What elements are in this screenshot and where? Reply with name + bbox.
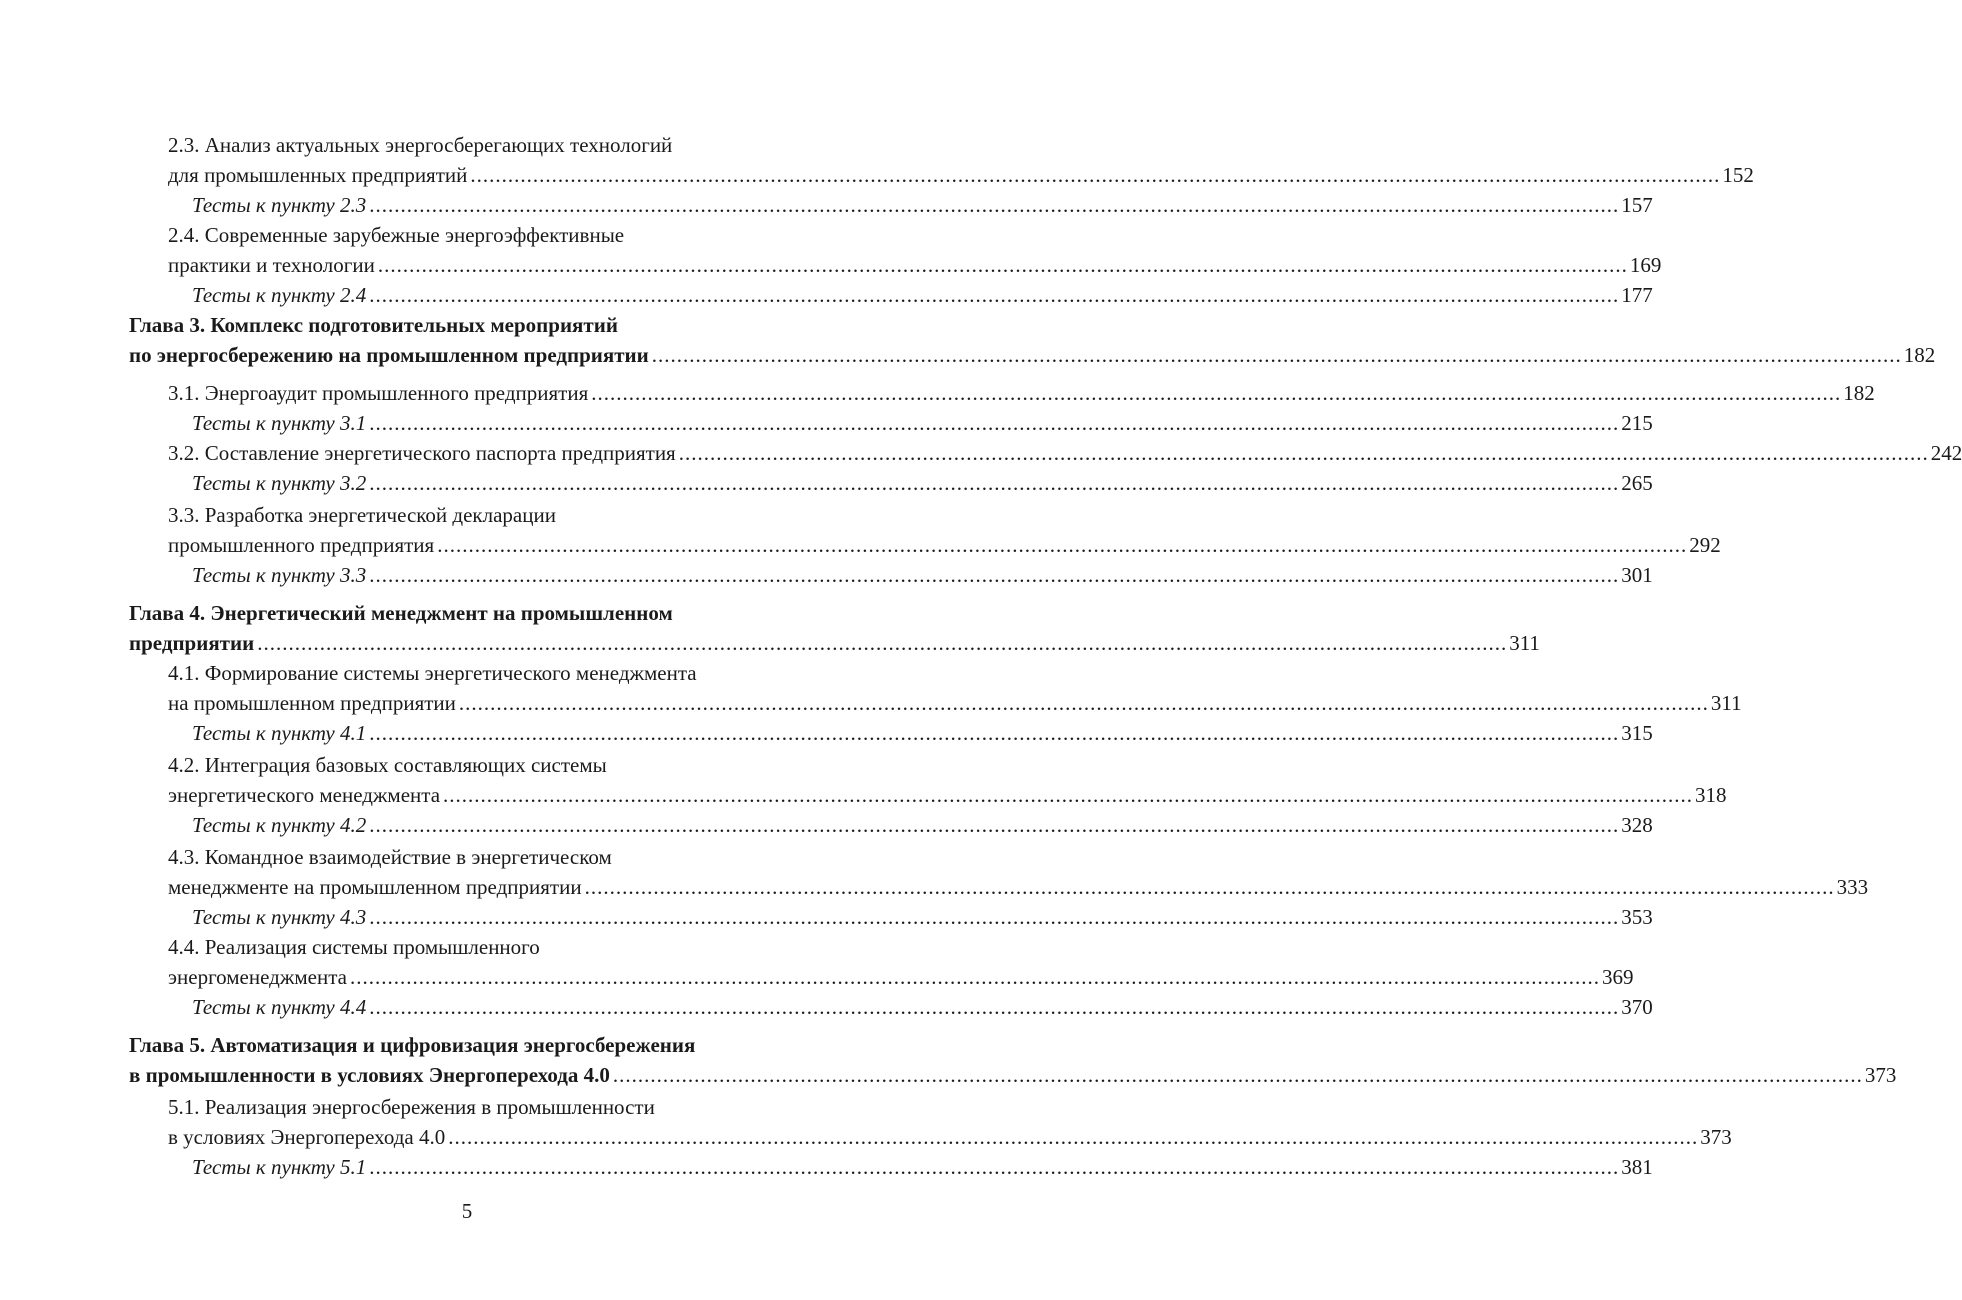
toc-entry-title: энергоменеджмента (168, 965, 347, 989)
toc-entry-title: Тесты к пункту 3.2 (192, 471, 367, 495)
toc-line (0, 992, 1653, 1022)
toc-line (0, 688, 1742, 718)
toc-entry-title: 3.3. Разработка энергетической декларации (168, 503, 556, 527)
toc-page-number: 301 (1621, 563, 1653, 587)
dot-leader: ........................................................................................................................................................................................................ (257, 631, 1508, 655)
toc-page-number: 169 (1629, 253, 1662, 277)
toc-line (0, 872, 1869, 902)
toc-page-number: 381 (1621, 1155, 1653, 1179)
toc-entry-test[interactable] (192, 718, 1653, 748)
toc-page-number: 152 (1722, 163, 1754, 187)
toc-page-number: 369 (1601, 965, 1634, 989)
toc-line (0, 280, 1653, 310)
toc-line (0, 628, 1540, 658)
toc-page-number: 157 (1621, 193, 1653, 217)
toc-entry-sect[interactable] (168, 932, 540, 962)
toc-entry-sect[interactable] (168, 872, 1869, 902)
toc-entry-title: Тесты к пункту 4.2 (192, 813, 367, 837)
dot-leader: ........................................................................................................................................................................................................ (470, 163, 1721, 187)
dot-leader: ........................................................................................................................................................................................................ (369, 1155, 1620, 1179)
toc-entry-test[interactable] (192, 280, 1653, 310)
toc-entry-title: на промышленном предприятии (168, 691, 456, 715)
toc-line (0, 438, 1962, 468)
dot-leader: ........................................................................................................................................................................................................ (369, 283, 1620, 307)
toc-entry-title: по энергосбережению на промышленном предприятии (129, 343, 649, 367)
toc-entry-title: Тесты к пункту 4.3 (192, 905, 367, 929)
dot-leader: ........................................................................................................................................................................................................ (678, 441, 1929, 465)
toc-page-number: 328 (1621, 813, 1653, 837)
dot-leader: ........................................................................................................................................................................................................ (369, 905, 1620, 929)
toc-entry-title: предприятии (129, 631, 255, 655)
dot-leader: ........................................................................................................................................................................................................ (443, 783, 1694, 807)
toc-line (0, 842, 934, 872)
toc-entry-test[interactable] (192, 1152, 1653, 1182)
toc-page-number: 318 (1695, 783, 1727, 807)
dot-leader: ........................................................................................................................................................................................................ (377, 253, 1628, 277)
toc-page-number: 265 (1621, 471, 1653, 495)
dot-leader: ........................................................................................................................................................................................................ (591, 381, 1842, 405)
toc-entry-sect[interactable] (168, 962, 1634, 992)
toc-entry-title: менеджменте на промышленном предприятии (168, 875, 582, 899)
toc-page-number: 215 (1621, 411, 1653, 435)
toc-page-number: 292 (1689, 533, 1721, 557)
toc-entry-title: Глава 3. Комплекс подготовительных мероприятий (129, 313, 618, 337)
toc-entry-sect[interactable] (168, 842, 612, 872)
toc-line (0, 962, 1634, 992)
toc-entry-title: Тесты к пункту 3.3 (192, 563, 367, 587)
toc-page-number: 182 (1843, 381, 1875, 405)
dot-leader: ........................................................................................................................................................................................................ (369, 471, 1620, 495)
toc-line (0, 190, 1653, 220)
toc-entry-sect[interactable] (168, 160, 1754, 190)
toc-entry-title: 3.1. Энергоаудит промышленного предприятия (168, 381, 589, 405)
toc-entry-title: 5.1. Реализация энергосбережения в промышленности (168, 1095, 655, 1119)
toc-line (0, 130, 934, 160)
toc-entry-sect[interactable] (168, 438, 1962, 468)
toc-entry-sect[interactable] (168, 750, 607, 780)
toc-line (0, 310, 934, 340)
toc-line (0, 408, 1653, 438)
toc-entry-title: практики и технологии (168, 253, 375, 277)
toc-page-number: 373 (1700, 1125, 1732, 1149)
toc-page-number: 311 (1509, 631, 1540, 655)
toc-entry-chap[interactable] (129, 598, 673, 628)
toc-line (0, 340, 1936, 370)
toc-line (0, 658, 934, 688)
toc-page-number: 370 (1621, 995, 1653, 1019)
toc-line (0, 1060, 1897, 1090)
toc-entry-chap[interactable] (129, 1030, 695, 1060)
toc-entry-title: энергетического менеджмента (168, 783, 441, 807)
dot-leader: ........................................................................................................................................................................................................ (369, 721, 1620, 745)
toc-line (0, 160, 1754, 190)
toc-entry-title: 2.4. Современные зарубежные энергоэффективные (168, 223, 625, 247)
toc-entry-sect[interactable] (168, 250, 1662, 280)
toc-line (0, 250, 1662, 280)
toc-entry-sect[interactable] (168, 500, 556, 530)
toc-line (0, 560, 1653, 590)
dot-leader: ........................................................................................................................................................................................................ (369, 995, 1620, 1019)
toc-entry-sect[interactable] (168, 1122, 1732, 1152)
toc-entry-title: Тесты к пункту 5.1 (192, 1155, 367, 1179)
toc-page-number: 242 (1930, 441, 1962, 465)
toc-entry-title: в промышленности в условиях Энергоперехода 4.0 (129, 1063, 610, 1087)
toc-line (0, 598, 934, 628)
dot-leader: ........................................................................................................................................................................................................ (369, 563, 1620, 587)
toc-line (0, 750, 934, 780)
dot-leader: ........................................................................................................................................................................................................ (458, 691, 1709, 715)
toc-entry-sect[interactable] (168, 780, 1727, 810)
toc-entry-sect[interactable] (168, 220, 624, 250)
toc-line (0, 1030, 934, 1060)
toc-entry-title: 4.3. Командное взаимодействие в энергетическом (168, 845, 612, 869)
toc-entry-chap[interactable] (129, 628, 1540, 658)
dot-leader: ........................................................................................................................................................................................................ (369, 813, 1620, 837)
toc-entry-sect[interactable] (168, 1092, 655, 1122)
toc-entry-sect[interactable] (168, 658, 697, 688)
toc-line (0, 378, 1875, 408)
toc-line (0, 220, 934, 250)
toc-entry-sect[interactable] (168, 688, 1742, 718)
toc-line (0, 530, 1721, 560)
dot-leader: ........................................................................................................................................................................................................ (612, 1063, 1863, 1087)
toc-line (0, 1092, 934, 1122)
toc-entry-test[interactable] (192, 408, 1653, 438)
toc-entry-test[interactable] (192, 992, 1653, 1022)
toc-line (0, 902, 1653, 932)
toc-entry-title: Тесты к пункту 4.1 (192, 721, 367, 745)
page-number: 5 (461, 1199, 473, 1223)
toc-entry-test[interactable] (192, 810, 1653, 840)
dot-leader: ........................................................................................................................................................................................................ (369, 411, 1620, 435)
dot-leader: ........................................................................................................................................................................................................ (369, 193, 1620, 217)
toc-entry-test[interactable] (192, 902, 1653, 932)
toc-entry-test[interactable] (192, 468, 1653, 498)
toc-entry-title: 3.2. Составление энергетического паспорта предприятия (168, 441, 676, 465)
toc-entry-title: 4.2. Интеграция базовых составляющих системы (168, 753, 607, 777)
toc-page-number: 177 (1621, 283, 1653, 307)
toc-line (0, 718, 1653, 748)
toc-page-number: 182 (1903, 343, 1936, 367)
toc-page-number: 353 (1621, 905, 1653, 929)
toc-entry-sect[interactable] (168, 130, 672, 160)
toc-entry-sect[interactable] (168, 378, 1875, 408)
dot-leader: ........................................................................................................................................................................................................ (651, 343, 1902, 367)
toc-entry-title: промышленного предприятия (168, 533, 435, 557)
toc-page-number: 311 (1710, 691, 1742, 715)
toc-entry-test[interactable] (192, 190, 1653, 220)
dot-leader: ........................................................................................................................................................................................................ (584, 875, 1835, 899)
toc-page-number: 333 (1836, 875, 1869, 899)
toc-entry-title: Тесты к пункту 2.4 (192, 283, 367, 307)
toc-entry-title: Тесты к пункту 3.1 (192, 411, 367, 435)
toc-entry-title: Тесты к пункту 2.3 (192, 193, 367, 217)
toc-page-number: 315 (1621, 721, 1653, 745)
toc-page-number: 373 (1864, 1063, 1897, 1087)
toc-entry-title: Глава 4. Энергетический менеджмент на промышленном (129, 601, 673, 625)
toc-entry-title: Глава 5. Автоматизация и цифровизация энергосбережения (129, 1033, 696, 1057)
toc-entry-sect[interactable] (168, 530, 1721, 560)
dot-leader: ........................................................................................................................................................................................................ (349, 965, 1600, 989)
toc-line (0, 810, 1653, 840)
toc-entry-title: в условиях Энергоперехода 4.0 (168, 1125, 446, 1149)
toc-entry-title: для промышленных предприятий (168, 163, 468, 187)
dot-leader: ........................................................................................................................................................................................................ (448, 1125, 1699, 1149)
toc-entry-chap[interactable] (129, 340, 1936, 370)
toc-line (0, 1152, 1653, 1182)
toc-entry-test[interactable] (192, 560, 1653, 590)
toc-line (0, 1122, 1732, 1152)
toc-entry-title: 4.4. Реализация системы промышленного (168, 935, 540, 959)
toc-entry-title: Тесты к пункту 4.4 (192, 995, 367, 1019)
toc-line (0, 932, 934, 962)
toc-line (0, 780, 1727, 810)
toc-entry-title: 2.3. Анализ актуальных энергосберегающих технологий (168, 133, 673, 157)
toc-line (0, 500, 934, 530)
dot-leader: ........................................................................................................................................................................................................ (437, 533, 1688, 557)
toc-entry-chap[interactable] (129, 1060, 1897, 1090)
toc-entry-chap[interactable] (129, 310, 618, 340)
toc-line (0, 468, 1653, 498)
toc-entry-title: 4.1. Формирование системы энергетического менеджмента (168, 661, 697, 685)
